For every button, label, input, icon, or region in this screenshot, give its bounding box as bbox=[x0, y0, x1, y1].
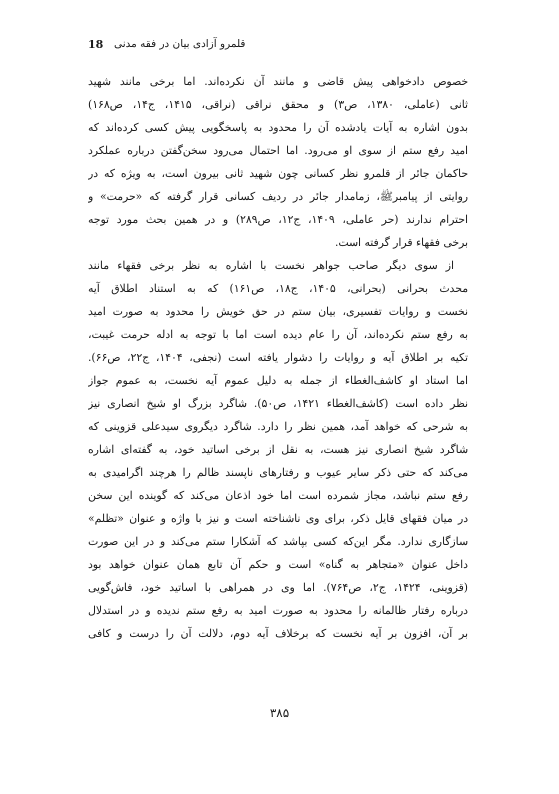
text-line: برخی فقهاء قرار گرفته است. bbox=[334, 236, 468, 249]
text-line: درباره رفتار ظالمانه را محدود به صورت امید به رفع ستم ندیده و در استدلال bbox=[88, 604, 468, 617]
text-line: روایتی از پیامبرﷺ، زمامدار جائر در ردیف کسانی قرار گرفته که «حرمت» و bbox=[88, 190, 468, 203]
header-page-number: 18 bbox=[88, 38, 104, 51]
text-line: شاگرد شیخ انصاری نیز هست، به نقل از برخی اساتید خود، به گفته‌ای اشاره bbox=[88, 443, 468, 456]
text-line: سازگاری ندارد. مگر این‌که کسی بپاشد که آشکارا ستم می‌کند و در این صورت bbox=[88, 535, 468, 548]
text-line: خصوص دادخواهی پیش قاضی و مانند آن نکرده‌اند. اما برخی مانند شهید bbox=[88, 75, 468, 88]
text-line: می‌کند که حتی ذکر سایر عیوب و رفتارهای ناپسند ظالم را هرچند اگرامیدی به bbox=[88, 466, 468, 479]
text-line: بدون اشاره به آیات یادشده آن را محدود به پاسخگویی پیش کسی کرده‌اند که bbox=[88, 121, 468, 134]
text-line: بر آن، افزون بر آیه نخست که برخلاف آیه دوم، دلالت آن را درست و کافی bbox=[88, 627, 468, 640]
text-line: امید رفع ستم از سوی او می‌رود. اما احتمال می‌رود سخن‌گفتن درباره عملکرد bbox=[88, 144, 468, 157]
text-line: رفع ستم نباشد، مجاز شمرده است اما خود اذعان می‌کند که گوینده این سخن bbox=[88, 489, 468, 502]
text-line: ثانی (عاملی، ۱۳۸۰، ص۳) و محقق نراقی (نراقی، ۱۴۱۵، ج۱۴، ص۱۶۸) bbox=[88, 98, 468, 111]
text-line: (قزوینی، ۱۴۲۴، ج۲، ص۷۶۴). اما وی در همراهی با اساتید خود، فاش‌گویی bbox=[88, 581, 468, 594]
body-text bbox=[88, 70, 468, 645]
text-line: نظر داده است (کاشف‌الغطاء ۱۴۲۱، ص۵۰). شاگرد بزرگ او شیخ انصاری نیز bbox=[88, 397, 468, 410]
text-line: در میان فقهای قایل ذکر، برای وی ناشناخته است و نیز با واژه و عنوان «تظلم» bbox=[88, 512, 468, 525]
text-line: احترام ندارند (حر عاملی، ۱۴۰۹، ج۱۲، ص۲۸۹) و در همین بحث مورد توجه bbox=[88, 213, 468, 226]
paragraph-1 bbox=[88, 70, 468, 254]
paragraph-2 bbox=[88, 254, 468, 645]
text-line: به شرحی که خواهد آمد، همین نظر را دارد. شاگرد دیگروی سیدعلی قزوینی که bbox=[88, 420, 468, 433]
footer-page-number: ۳۸۵ bbox=[269, 706, 290, 720]
text-line: محدث بحرانی (بحرانی، ۱۴۰۵، ج۱۸، ص۱۶۱) که به استناد اطلاق آیه bbox=[88, 282, 468, 295]
text-line: نخست و روایات تفسیری، بیان ستم در حق خویش را محدود به صورت امید bbox=[88, 305, 468, 318]
running-title: قلمرو آزادی بیان در فقه مدنی bbox=[114, 38, 246, 50]
running-header bbox=[88, 38, 468, 54]
text-line: تکیه بر اطلاق آیه و روایات را دشوار یافته است (نجفی، ۱۴۰۴، ج۲۲، ص۶۶). bbox=[88, 351, 468, 364]
text-line: به رفع ستم نکرده‌اند، آن را عام دیده است اما با توجه به ادله حرمت غیبت، bbox=[88, 328, 468, 341]
text-line: حاکمان جائر از قلمرو نظر کسانی چون شهید ثانی بیرون است، به ویژه که در bbox=[88, 167, 468, 180]
text-line: اما استاد او کاشف‌الغطاء از جمله به دلیل عموم آیه نخست، به عموم جواز bbox=[88, 374, 468, 387]
text-line: از سوی دیگر صاحب جواهر نخست با اشاره به نظر برخی فقهاء مانند bbox=[88, 259, 454, 272]
text-line: داخل عنوان «متجاهر به گناه» است و حکم آن تابع همان عنوان خواهد بود bbox=[88, 558, 468, 571]
